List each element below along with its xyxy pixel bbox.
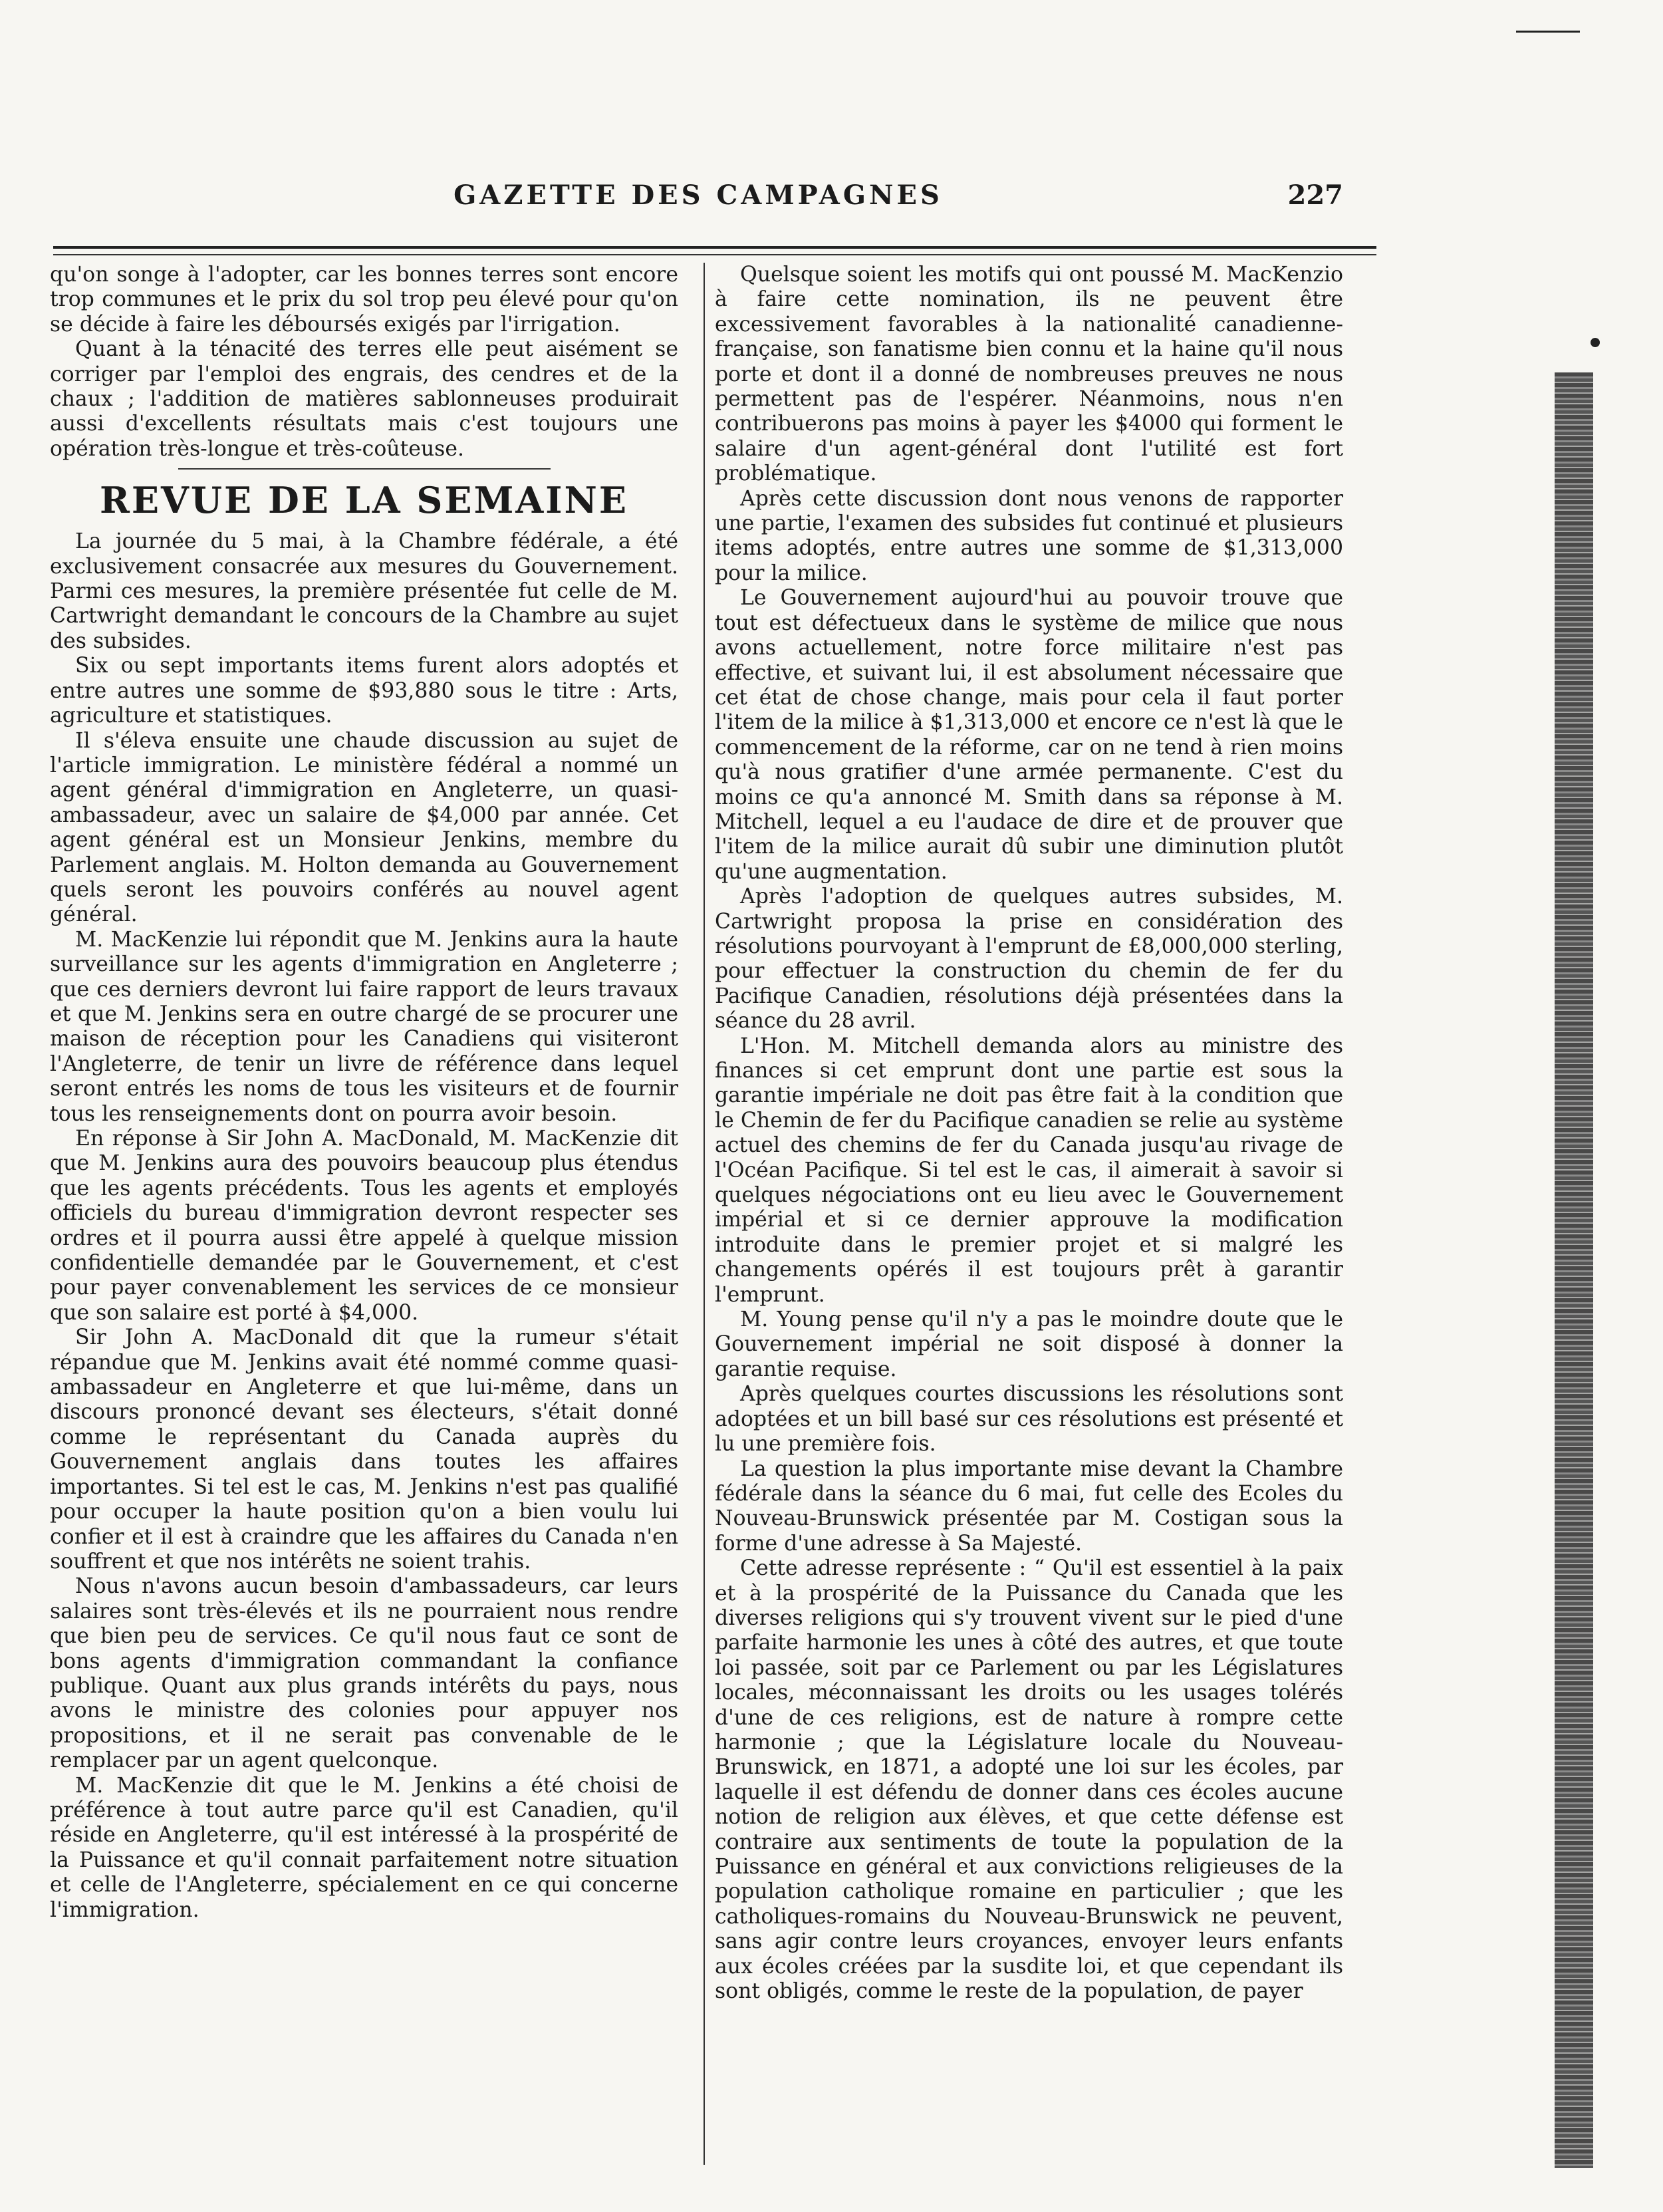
paragraph: Cette adresse représente : “ Qu'il est essentiel à la paix et à la prospérité de la Puissance du Canada que les diverses religions qui s'y trouvent vivent sur le pied d'une parfaite harmonie les unes à côté des autres, et que toute loi passée, soit par ce Parlement ou par les Législatures locales, méconnaissant les droits ou les usages tolérés d'une de ces religions, est de nature à rompre cette harmonie ; que la Législature locale du Nouveau-Brunswick, en 1871, a adopté une loi sur les écoles, par laquelle il est défendu de donner dans ces écoles aucune notion de religion aux élèves, et que cette défense est contraire aux sentiments de toute la population de la Puissance en général et aux convictions religieuses de la population catholique romaine en particulier ; que les catholiques-romains du Nouveau-Brunswick ne peuvent, sans agir contre leurs croyances, envoyer leurs enfants aux écoles créées par la susdite loi, et que cependant ils sont obligés, comme le reste de la population, de payer	[715, 1556, 1343, 2004]
paragraph: Le Gouvernement aujourd'hui au pouvoir trouve que tout est défectueux dans le système de milice que nous avons actuellement, notre force militaire n'est pas effective, et suivant lui, il est absolument nécessaire que cet état de chose change, mais pour cela il faut porter l'item de la milice à $1,313,000 et encore ce n'est là que le commencement de la réforme, car on ne tend à rien moins qu'à nous gratifier d'une armée permanente. C'est du moins ce qu'a annoncé M. Smith dans sa réponse à M. Mitchell, lequel a eu l'audace de dire et de prouver que l'item de la milice aurait dû subir une diminution plutôt qu'une augmentation.	[715, 586, 1343, 884]
section-separator	[178, 468, 551, 470]
header-rule-thick	[53, 246, 1376, 249]
paragraph: Nous n'avons aucun besoin d'ambassadeurs, car leurs salaires sont très-élevés et ils ne pourraient nous rendre que bien peu de services. Ce qu'il nous faut ce sont de bons agents d'immigration commandant la confiance publique. Quant aux plus grands intérêts du pays, nous avons le ministre des colonies pour appuyer nos propositions, et il ne serait pas convenable de le remplacer par un agent quelconque.	[50, 1574, 678, 1773]
binding-edge-strip	[1555, 372, 1593, 2168]
paragraph: M. MacKenzie lui répondit que M. Jenkins aura la haute surveillance sur les agents d'immigration en Angleterre ; que ces derniers devront lui faire rapport de leurs travaux et que M. Jenkins sera en outre chargé de se procurer une maison de réception pour les Canadiens qui visiteront l'Angleterre, de tenir un livre de référence dans lequel seront entrés les noms de tous les visiteurs et de fournir tous les renseignements dont on pourra avoir besoin.	[50, 927, 678, 1126]
paragraph: M. MacKenzie dit que le M. Jenkins a été choisi de préférence à tout autre parce qu'il est Canadien, qu'il réside en Angleterre, qu'il est intéressé à la prospérité de la Puissance et qu'il connait parfaitement notre situation et celle de l'Angleterre, spécialement en ce qui concerne l'immigration.	[50, 1773, 678, 1922]
paragraph: Après l'adoption de quelques autres subsides, M. Cartwright proposa la prise en considération des résolutions pourvoyant à l'emprunt de £8,000,000 sterling, pour effectuer la construction du chemin de fer du Pacifique Canadien, résolutions déjà présentées dans la séance du 28 avril.	[715, 885, 1343, 1034]
publication-title: GAZETTE DES CAMPAGNES	[453, 180, 943, 211]
page-header	[53, 180, 1343, 233]
paragraph: Après cette discussion dont nous venons de rapporter une partie, l'examen des subsides fut continué et plusieurs items adoptés, entre autres une somme de $1,313,000 pour la milice.	[715, 486, 1343, 585]
paragraph: L'Hon. M. Mitchell demanda alors au ministre des finances si cet emprunt dont une partie est sous la garantie impériale ne doit pas être fait à la condition que le Chemin de fer du Pacifique canadien se relie au système actuel des chemins de fer du Canada jusqu'au rivage de l'Océan Pacifique. Si tel est le cas, il aimerait à savoir si quelques négociations ont eu lieu avec le Gouvernement impérial et si ce dernier approuve la modification introduite dans le premier projet et si malgré les changements opérés il est toujours prêt à garantir l'emprunt.	[715, 1034, 1343, 1307]
header-rule-thin	[53, 254, 1376, 255]
paragraph: Après quelques courtes discussions les résolutions sont adoptées et un bill basé sur ces résolutions est présenté et lu une première fois.	[715, 1382, 1343, 1456]
paragraph: Quant à la ténacité des terres elle peut aisément se corriger par l'emploi des engrais, des cendres et de la chaux ; l'addition de matières sablonneuses produirait aussi d'excellents résultats mais c'est toujours une opération très-longue et très-coûteuse.	[50, 337, 678, 461]
margin-dot	[1591, 338, 1600, 347]
paragraph: M. Young pense qu'il n'y a pas le moindre doute que le Gouvernement impérial ne soit disposé à donner la garantie requise.	[715, 1308, 1343, 1381]
paragraph: Sir John A. MacDonald dit que la rumeur s'était répandue que M. Jenkins avait été nommé comme quasi-ambassadeur en Angleterre et que lui-même, dans un discours prononcé devant ses électeurs, s'était donné comme le représentant du Canada auprès du Gouvernement anglais dans toutes les affaires importantes. Si tel est le cas, M. Jenkins n'est pas qualifié pour occuper la haute position qu'on a bien voulu lui confier et il est à craindre que les affaires du Canada n'en souffrent et que nos intérêts ne soient trahis.	[50, 1325, 678, 1574]
paragraph: La question la plus importante mise devant la Chambre fédérale dans la séance du 6 mai, fut celle des Ecoles du Nouveau-Brunswick présentée par M. Costigan sous la forme d'une adresse à Sa Majesté.	[715, 1456, 1343, 1556]
paragraph: Quelsque soient les motifs qui ont poussé M. MacKenzio à faire cette nomination, ils ne peuvent être excessivement favorables à la nationalité canadienne-française, son fanatisme bien connu et la haine qu'il nous porte et dont il a donné de nombreuses preuves ne nous permettent pas de l'espérer. Néanmoins, nous n'en contribuerons pas moins à payer les $4000 qui forment le salaire d'un agent-général dont l'utilité est fort problématique.	[715, 263, 1343, 486]
paragraph: En réponse à Sir John A. MacDonald, M. MacKenzie dit que M. Jenkins aura des pouvoirs beaucoup plus étendus que les agents précédents. Tous les agents et employés officiels du bureau d'immigration devront respecter ses ordres et il pourra aussi être appelé à quelque mission confidentielle demandée par le Gouvernement, et c'est pour payer convenablement les services de ce monsieur que son salaire est porté à $4,000.	[50, 1127, 678, 1325]
column-divider	[704, 263, 705, 2165]
paragraph: Il s'éleva ensuite une chaude discussion au sujet de l'article immigration. Le ministère fédéral a nommé un agent général d'immigration en Angleterre, un quasi-ambassadeur, avec un salaire de $4,000 par année. Cet agent général est un Monsieur Jenkins, membre du Parlement anglais. M. Holton demanda au Gouvernement quels seront les pouvoirs conférés au nouvel agent général.	[50, 728, 678, 927]
page-number: 227	[1287, 180, 1343, 211]
paragraph: La journée du 5 mai, à la Chambre fédérale, a été exclusivement consacrée aux mesures du Gouvernement. Parmi ces mesures, la première présentée fut celle de M. Cartwright demandant le concours de la Chambre au sujet des subsides.	[50, 529, 678, 653]
paragraph: Six ou sept importants items furent alors adoptés et entre autres une somme de $93,880 sous le titre : Arts, agriculture et statistiques.	[50, 654, 678, 728]
right-column	[715, 263, 1343, 2004]
paragraph: qu'on songe à l'adopter, car les bonnes terres sont encore trop communes et le prix du sol trop peu élevé pour qu'on se décide à faire les déboursés exigés par l'irrigation.	[50, 263, 678, 337]
scan-corner-mark	[1516, 31, 1580, 33]
section-heading: REVUE DE LA SEMAINE	[99, 479, 629, 522]
left-column	[50, 263, 678, 1923]
